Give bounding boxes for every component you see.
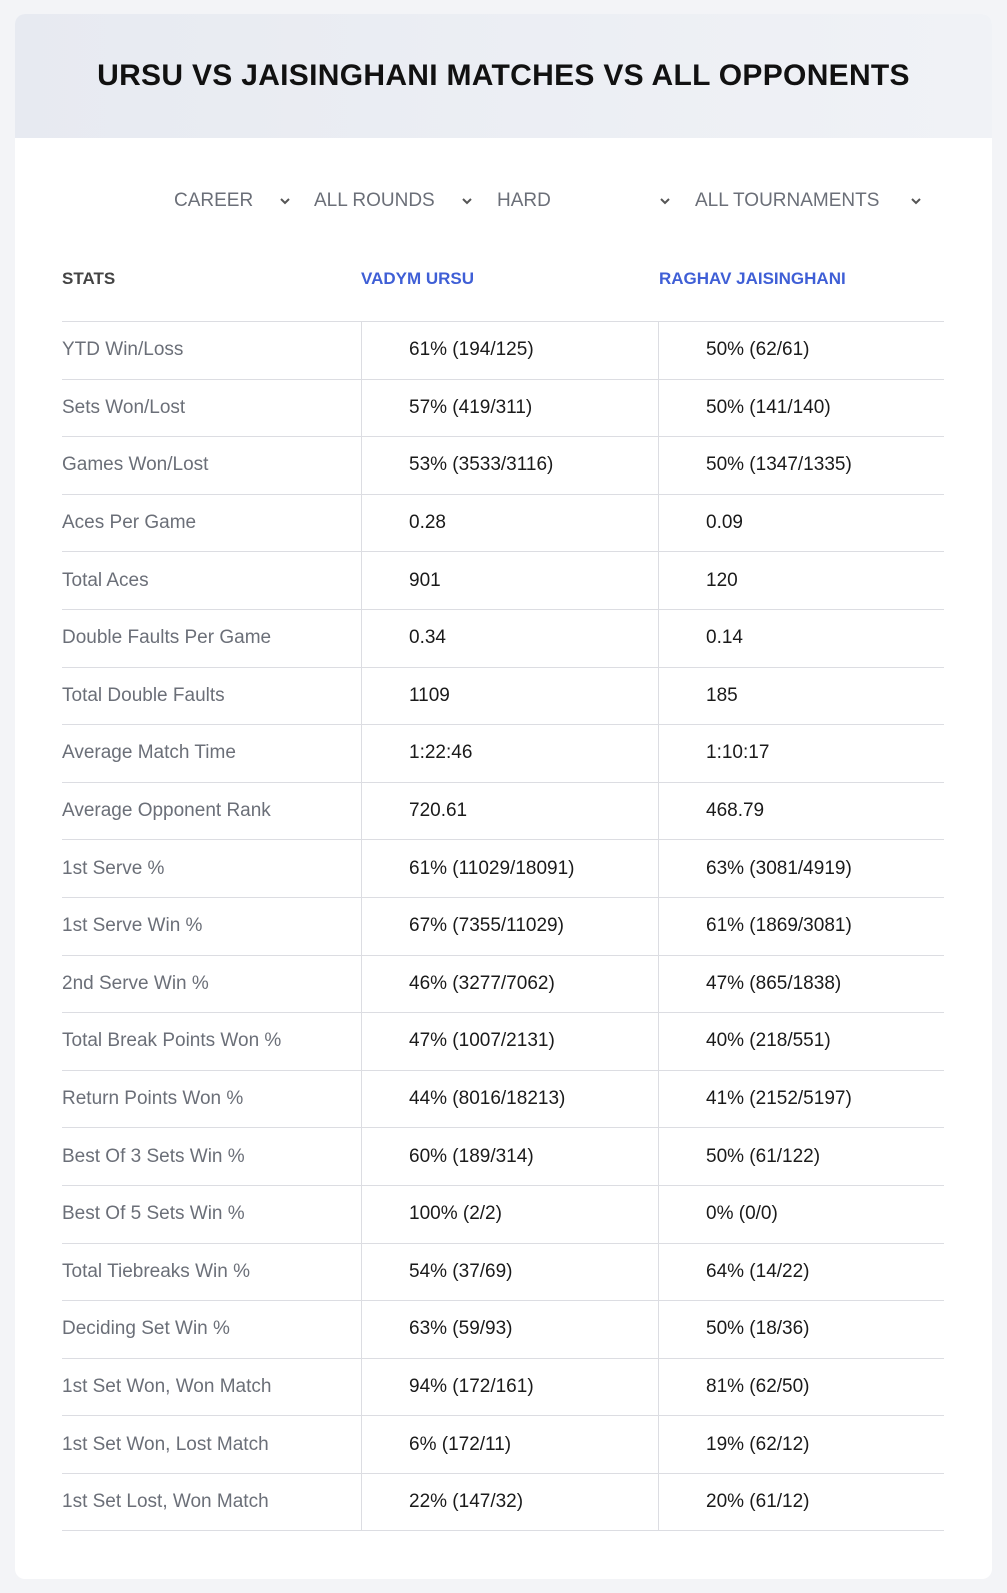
stat-label: Sets Won/Lost [62,380,362,437]
player1-value: 1109 [362,668,659,725]
card-header [15,14,992,138]
player1-value: 0.28 [362,495,659,552]
table-row [62,1128,944,1186]
stat-label: Games Won/Lost [62,437,362,494]
filter-period-label: CAREER [174,190,254,211]
stat-label: Deciding Set Win % [62,1301,362,1358]
player1-value: 57% (419/311) [362,380,659,437]
table-row [62,840,944,898]
stat-label: 2nd Serve Win % [62,956,362,1013]
stat-label: Total Tiebreaks Win % [62,1244,362,1301]
stat-label: 1st Set Won, Won Match [62,1359,362,1416]
stat-label: Double Faults Per Game [62,610,362,667]
table-row [62,1359,944,1417]
table-row [62,1416,944,1474]
table-row [62,1013,944,1071]
stat-label: Return Points Won % [62,1071,362,1128]
stat-label: Average Match Time [62,725,362,782]
chevron-down-icon [279,195,291,207]
table-row [62,1301,944,1359]
player2-value: 63% (3081/4919) [706,857,852,879]
table-row [62,1474,944,1532]
player1-value: 44% (8016/18213) [362,1071,659,1128]
player1-value: 60% (189/314) [362,1128,659,1185]
player2-value: 120 [706,569,738,591]
player1-value: 67% (7355/11029) [362,898,659,955]
filter-period-dropdown[interactable] [174,186,253,216]
player1-value: 0.34 [362,610,659,667]
player2-value: 40% (218/551) [706,1030,831,1052]
stats-table [62,250,944,1531]
stat-label: Best Of 5 Sets Win % [62,1186,362,1243]
table-row [62,725,944,783]
column-header-player1[interactable]: VADYM URSU [361,269,475,288]
table-row [62,380,944,438]
player2-value: 0% (0/0) [706,1203,778,1225]
player1-value: 901 [362,552,659,609]
stat-label: 1st Set Won, Lost Match [62,1416,362,1473]
table-row [62,898,944,956]
player2-value: 41% (2152/5197) [706,1088,852,1110]
table-row [62,495,944,553]
stat-label: Total Double Faults [62,668,362,725]
player1-value: 720.61 [362,783,659,840]
player2-value: 50% (61/122) [706,1145,821,1167]
stat-label: Total Aces [62,552,362,609]
player2-value: 20% (61/12) [706,1491,810,1513]
stat-label: 1st Serve Win % [62,898,362,955]
player1-value: 61% (11029/18091) [362,840,659,897]
table-row [62,437,944,495]
player1-value: 1:22:46 [362,725,659,782]
player1-value: 63% (59/93) [362,1301,659,1358]
player1-value: 22% (147/32) [362,1474,659,1531]
player2-value: 0.14 [706,627,743,649]
player2-value: 50% (1347/1335) [706,454,852,476]
stat-label: 1st Serve % [62,840,362,897]
table-header [62,250,944,322]
filter-bar [15,186,992,216]
filter-round-label: ALL ROUNDS [314,190,435,211]
player1-value: 47% (1007/2131) [362,1013,659,1070]
page-title: URSU VS JAISINGHANI MATCHES VS ALL OPPONENTS [97,59,910,92]
table-row [62,1071,944,1129]
player2-value: 47% (865/1838) [706,972,842,994]
stat-label: Best Of 3 Sets Win % [62,1128,362,1185]
player1-value: 61% (194/125) [362,322,659,379]
player1-value: 46% (3277/7062) [362,956,659,1013]
filter-surface-dropdown[interactable] [497,186,551,216]
table-row [62,322,944,380]
player2-value: 50% (18/36) [706,1318,810,1340]
chevron-down-icon [461,195,473,207]
player2-value: 81% (62/50) [706,1375,810,1397]
stat-label: Total Break Points Won % [62,1013,362,1070]
filter-tournament-label: ALL TOURNAMENTS [695,190,880,211]
table-row [62,783,944,841]
table-row [62,956,944,1014]
player2-value: 19% (62/12) [706,1433,810,1455]
stat-label: Average Opponent Rank [62,783,362,840]
table-row [62,1244,944,1302]
stat-label: 1st Set Lost, Won Match [62,1474,362,1531]
table-row [62,668,944,726]
table-row [62,552,944,610]
filter-surface-label: HARD [497,190,551,211]
filter-round-dropdown[interactable] [314,186,435,216]
filter-tournament-dropdown[interactable] [695,186,879,216]
stat-label: YTD Win/Loss [62,322,362,379]
table-row [62,1186,944,1244]
player1-value: 100% (2/2) [362,1186,659,1243]
table-row [62,610,944,668]
player1-value: 54% (37/69) [362,1244,659,1301]
chevron-down-icon [910,195,922,207]
player1-value: 94% (172/161) [362,1359,659,1416]
player2-value: 1:10:17 [706,742,770,764]
player2-value: 61% (1869/3081) [706,915,852,937]
player2-value: 0.09 [706,512,743,534]
column-header-stats: STATS [62,269,116,288]
player1-value: 53% (3533/3116) [362,437,659,494]
column-header-player2[interactable]: RAGHAV JAISINGHANI [659,269,846,288]
stat-label: Aces Per Game [62,495,362,552]
table-body [62,322,944,1531]
player2-value: 185 [706,684,738,706]
player2-value: 468.79 [706,800,765,822]
player2-value: 64% (14/22) [706,1260,810,1282]
stats-card [15,14,992,1579]
player2-value: 50% (62/61) [706,339,810,361]
player1-value: 6% (172/11) [362,1416,659,1473]
chevron-down-icon [659,195,671,207]
player2-value: 50% (141/140) [706,396,831,418]
